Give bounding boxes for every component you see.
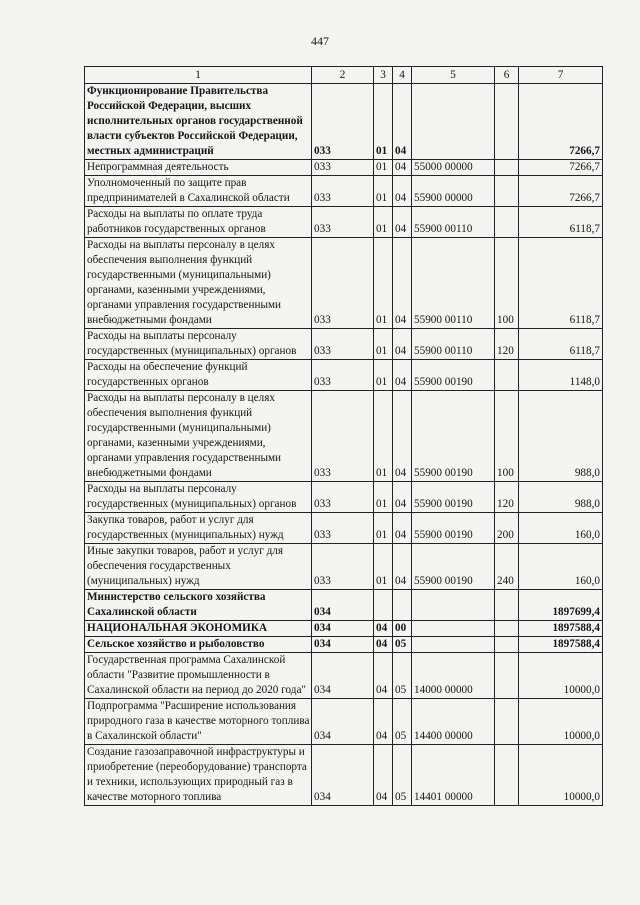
expense-type-code: [495, 360, 519, 391]
subsection-code: 04: [393, 391, 412, 482]
target-article-code: 55900 00190: [412, 544, 495, 590]
subsection-code: 04: [393, 160, 412, 176]
ministry-code: 033: [312, 160, 374, 176]
expense-type-code: [495, 84, 519, 160]
ministry-code: 033: [312, 544, 374, 590]
expense-type-code: [495, 590, 519, 621]
expense-type-code: [495, 637, 519, 653]
subsection-code: 04: [393, 207, 412, 238]
amount: 160,0: [519, 513, 603, 544]
table-row: [85, 176, 603, 207]
section-code: 04: [374, 621, 393, 637]
target-article-code: 14400 00000: [412, 699, 495, 745]
expense-type-code: [495, 207, 519, 238]
target-article-code: 14000 00000: [412, 653, 495, 699]
ministry-code: 033: [312, 360, 374, 391]
table-row: [85, 482, 603, 513]
ministry-code: 033: [312, 482, 374, 513]
subsection-code: 00: [393, 621, 412, 637]
row-name: Функционирование Правительства Российской Федерации, высших исполнительных органов государственной власти субъектов Российской Федерации, местных администраций: [85, 84, 312, 160]
section-code: 01: [374, 544, 393, 590]
target-article-code: [412, 637, 495, 653]
header-cell: 2: [312, 67, 374, 84]
target-article-code: [412, 621, 495, 637]
subsection-code: 04: [393, 329, 412, 360]
section-code: 01: [374, 84, 393, 160]
expense-type-code: [495, 621, 519, 637]
header-cell: 4: [393, 67, 412, 84]
subsection-code: 04: [393, 84, 412, 160]
section-code: 04: [374, 653, 393, 699]
subsection-code: 04: [393, 482, 412, 513]
expense-type-code: [495, 699, 519, 745]
header-cell: 7: [519, 67, 603, 84]
row-name: НАЦИОНАЛЬНАЯ ЭКОНОМИКА: [85, 621, 312, 637]
header-cell: 1: [85, 67, 312, 84]
amount: 7266,7: [519, 84, 603, 160]
amount: 10000,0: [519, 653, 603, 699]
section-code: 01: [374, 482, 393, 513]
amount: 6118,7: [519, 329, 603, 360]
table-row: [85, 544, 603, 590]
ministry-code: 033: [312, 513, 374, 544]
subsection-code: 05: [393, 699, 412, 745]
ministry-code: 034: [312, 637, 374, 653]
row-name: Расходы на обеспечение функций государственных органов: [85, 360, 312, 391]
expense-type-code: 120: [495, 482, 519, 513]
target-article-code: 14401 00000: [412, 745, 495, 806]
subsection-code: 04: [393, 544, 412, 590]
row-name: Иные закупки товаров, работ и услуг для обеспечения государственных (муниципальных) нужд: [85, 544, 312, 590]
ministry-code: 034: [312, 621, 374, 637]
row-name: Расходы на выплаты персоналу в целях обеспечения выполнения функций государственными (муниципальными) органами, казенными учреждениями, органами управления государственными внебюджетными фондами: [85, 391, 312, 482]
row-name: Непрограммная деятельность: [85, 160, 312, 176]
table-row: [85, 207, 603, 238]
row-name: Закупка товаров, работ и услуг для государственных (муниципальных) нужд: [85, 513, 312, 544]
table-row: [85, 653, 603, 699]
row-name: Сельское хозяйство и рыболовство: [85, 637, 312, 653]
expense-type-code: 200: [495, 513, 519, 544]
subsection-code: [393, 590, 412, 621]
expense-type-code: [495, 745, 519, 806]
row-name: Расходы на выплаты персоналу государственных (муниципальных) органов: [85, 329, 312, 360]
page-number: 447: [311, 34, 329, 48]
subsection-code: 05: [393, 653, 412, 699]
section-code: 01: [374, 329, 393, 360]
target-article-code: 55900 00190: [412, 482, 495, 513]
header-cell: 3: [374, 67, 393, 84]
row-name: Министерство сельского хозяйства Сахалинской области: [85, 590, 312, 621]
ministry-code: 033: [312, 391, 374, 482]
table-row: [85, 590, 603, 621]
section-code: 01: [374, 360, 393, 391]
section-code: 01: [374, 513, 393, 544]
row-name: Расходы на выплаты персоналу государственных (муниципальных) органов: [85, 482, 312, 513]
header-cell: 5: [412, 67, 495, 84]
row-name: Создание газозаправочной инфраструктуры и приобретение (переоборудование) транспорта и техники, использующих природный газ в качестве моторного топлива: [85, 745, 312, 806]
table-row: [85, 391, 603, 482]
header-cell: 6: [495, 67, 519, 84]
target-article-code: 55900 00110: [412, 329, 495, 360]
amount: 6118,7: [519, 238, 603, 329]
amount: 6118,7: [519, 207, 603, 238]
amount: 988,0: [519, 482, 603, 513]
target-article-code: 55900 00190: [412, 391, 495, 482]
ministry-code: 033: [312, 176, 374, 207]
table-row: [85, 160, 603, 176]
section-code: 01: [374, 207, 393, 238]
target-article-code: 55900 00190: [412, 513, 495, 544]
expense-type-code: [495, 176, 519, 207]
target-article-code: 55900 00110: [412, 238, 495, 329]
amount: 1148,0: [519, 360, 603, 391]
table-row: [85, 360, 603, 391]
subsection-code: 04: [393, 176, 412, 207]
expense-type-code: [495, 160, 519, 176]
section-code: 01: [374, 160, 393, 176]
table-row: [85, 84, 603, 160]
row-name: Расходы на выплаты персоналу в целях обеспечения выполнения функций государственными (муниципальными) органами, казенными учреждениями, органами управления государственными внебюджетными фондами: [85, 238, 312, 329]
target-article-code: [412, 84, 495, 160]
target-article-code: 55900 00000: [412, 176, 495, 207]
amount: 10000,0: [519, 699, 603, 745]
section-code: 04: [374, 745, 393, 806]
amount: 160,0: [519, 544, 603, 590]
ministry-code: 034: [312, 653, 374, 699]
amount: 1897588,4: [519, 637, 603, 653]
amount: 7266,7: [519, 176, 603, 207]
section-code: [374, 590, 393, 621]
ministry-code: 034: [312, 745, 374, 806]
table-row: [85, 513, 603, 544]
expense-type-code: 240: [495, 544, 519, 590]
table-row: [85, 621, 603, 637]
table-row: [85, 745, 603, 806]
table-row: [85, 329, 603, 360]
ministry-code: 033: [312, 207, 374, 238]
subsection-code: 04: [393, 360, 412, 391]
ministry-code: 033: [312, 329, 374, 360]
target-article-code: 55900 00190: [412, 360, 495, 391]
expense-type-code: [495, 653, 519, 699]
ministry-code: 033: [312, 238, 374, 329]
section-code: 01: [374, 176, 393, 207]
row-name: Расходы на выплаты по оплате труда работников государственных органов: [85, 207, 312, 238]
section-code: 01: [374, 238, 393, 329]
row-name: Государственная программа Сахалинской области "Развитие промышленности в Сахалинской области на период до 2020 года": [85, 653, 312, 699]
expense-type-code: 120: [495, 329, 519, 360]
amount: 7266,7: [519, 160, 603, 176]
expense-type-code: 100: [495, 238, 519, 329]
section-code: 04: [374, 637, 393, 653]
ministry-code: 033: [312, 84, 374, 160]
subsection-code: 05: [393, 637, 412, 653]
target-article-code: 55900 00110: [412, 207, 495, 238]
table-row: [85, 238, 603, 329]
amount: 10000,0: [519, 745, 603, 806]
header-row: [85, 67, 603, 84]
table-row: [85, 637, 603, 653]
amount: 1897588,4: [519, 621, 603, 637]
target-article-code: 55000 00000: [412, 160, 495, 176]
subsection-code: 04: [393, 238, 412, 329]
ministry-code: 034: [312, 699, 374, 745]
section-code: 04: [374, 699, 393, 745]
subsection-code: 04: [393, 513, 412, 544]
ministry-code: 034: [312, 590, 374, 621]
row-name: Подпрограмма "Расширение использования природного газа в качестве моторного топлива в Сахалинской области": [85, 699, 312, 745]
target-article-code: [412, 590, 495, 621]
amount: 1897699,4: [519, 590, 603, 621]
subsection-code: 05: [393, 745, 412, 806]
table-row: [85, 699, 603, 745]
budget-table: [84, 66, 603, 806]
section-code: 01: [374, 391, 393, 482]
amount: 988,0: [519, 391, 603, 482]
row-name: Уполномоченный по защите прав предпринимателей в Сахалинской области: [85, 176, 312, 207]
expense-type-code: 100: [495, 391, 519, 482]
